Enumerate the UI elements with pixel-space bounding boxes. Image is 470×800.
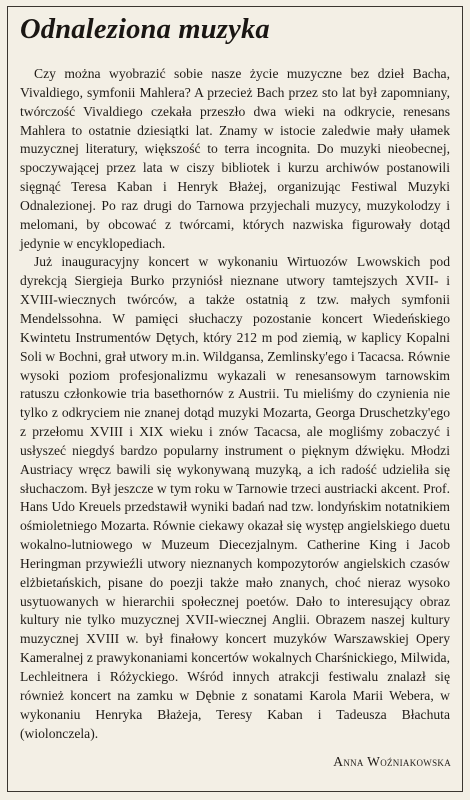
article-paragraph-2: Już inauguracyjny koncert w wykonaniu Wirtuozów Lwowskich pod dyrekcją Siergieja Burko przyniósł nieznane utwory tamtejszych XVII- i XVIII-wiecznych twórców, a także ostatnią z tzw. małych symfonii Mendelssohna. W pamięci słuchaczy pozostanie koncert Wiedeńskiego Kwintetu Instrumentów Dętych, który 212 m pod ziemią, w kaplicy Kopalni Soli w Bochni, grał utwory m.in. Wildgansa, Zemlinsky'ego i Tacacsa. Równie wysoki poziom profesjonalizmu wykazali w renesansowym tarnowskim ratuszu członkowie tria basethornów z Austrii. Tu mieliśmy do czynienia nie tylko z odkryciem nie znanej dotąd muzyki Mozarta, Georga Druschetzky'ego z przełomu XVIII i XIX wieku i znów Tacacsa, ale mogliśmy zobaczyć i usłyszeć niegdyś bardzo popularny instrument o pięknym dźwięku. Młodzi Austriacy wręcz bawili się wykonywaną muzyką, a ich radość udzieliła się słuchaczom. Był jeszcze w tym roku w Tarnowie trzeci austriacki akcent. Prof. Hans Udo Kreuels przedstawił wyniki badań nad tzw. londyńskim notatnikiem ośmioletniego Mozarta. Równie ciekawy okazał się występ angielskiego duetu wokalno-lutniowego w Muzeum Diecezjalnym. Catherine King i Jacob Heringman przywieźli utwory nieznanych kompozytorów angielskich czasów elżbietańskich, pisane do poezji także mało znanych, choć nieraz wysoko usytuowanych w hierarchii społecznej poetów. Dało to interesujący obraz kultury nie tylko muzycznej XVII-wiecznej Anglii. Obrazem naszej kultury muzycznej XVIII w. był finałowy koncert muzyków Warszawskiej Opery Kameralnej z prawykonaniami koncertów wokalnych Charśnickiego, Milwida, Lechleitnera i Różyckiego. Wśród innych atrakcji festiwalu znalazł się również koncert na zamku w Dębnie z sonatami Karola Marii Webera, w wykonaniu Henryka Błażeja, Teresy Kaban i Tadeusza Błachuta (wiolonczela). <box>20 254 450 741</box>
article-author: Anna Woźniakowska <box>333 754 451 769</box>
article-title: Odnaleziona muzyka <box>20 14 270 45</box>
article-body <box>20 65 450 743</box>
article-paragraph-1: Czy można wyobrazić sobie nasze życie muzyczne bez dzieł Bacha, Vivaldiego, symfonii Mahlera? A przecież Bach przez sto lat był zapomniany, twórczość Vivaldiego czekała przeszło dwa wieki na odkrycie, renesans Mahlera to ostatnie dziesiątki lat. Znamy w istocie zaledwie mały ułamek muzycznej literatury, większość to terra incognita. Do muzyki nieobecnej, spoczywającej przez lata w ciszy bibliotek i kurzu archiwów postanowili sięgnąć Teresa Kaban i Henryk Błażej, organizując Festiwal Muzyki Odnalezionej. Po raz drugi do Tarnowa przyjechali muzycy, muzykolodzy i melomani, by obcować z twórcami, których nazwiska figurowały dotąd jedynie w encyklopediach. <box>20 66 450 251</box>
